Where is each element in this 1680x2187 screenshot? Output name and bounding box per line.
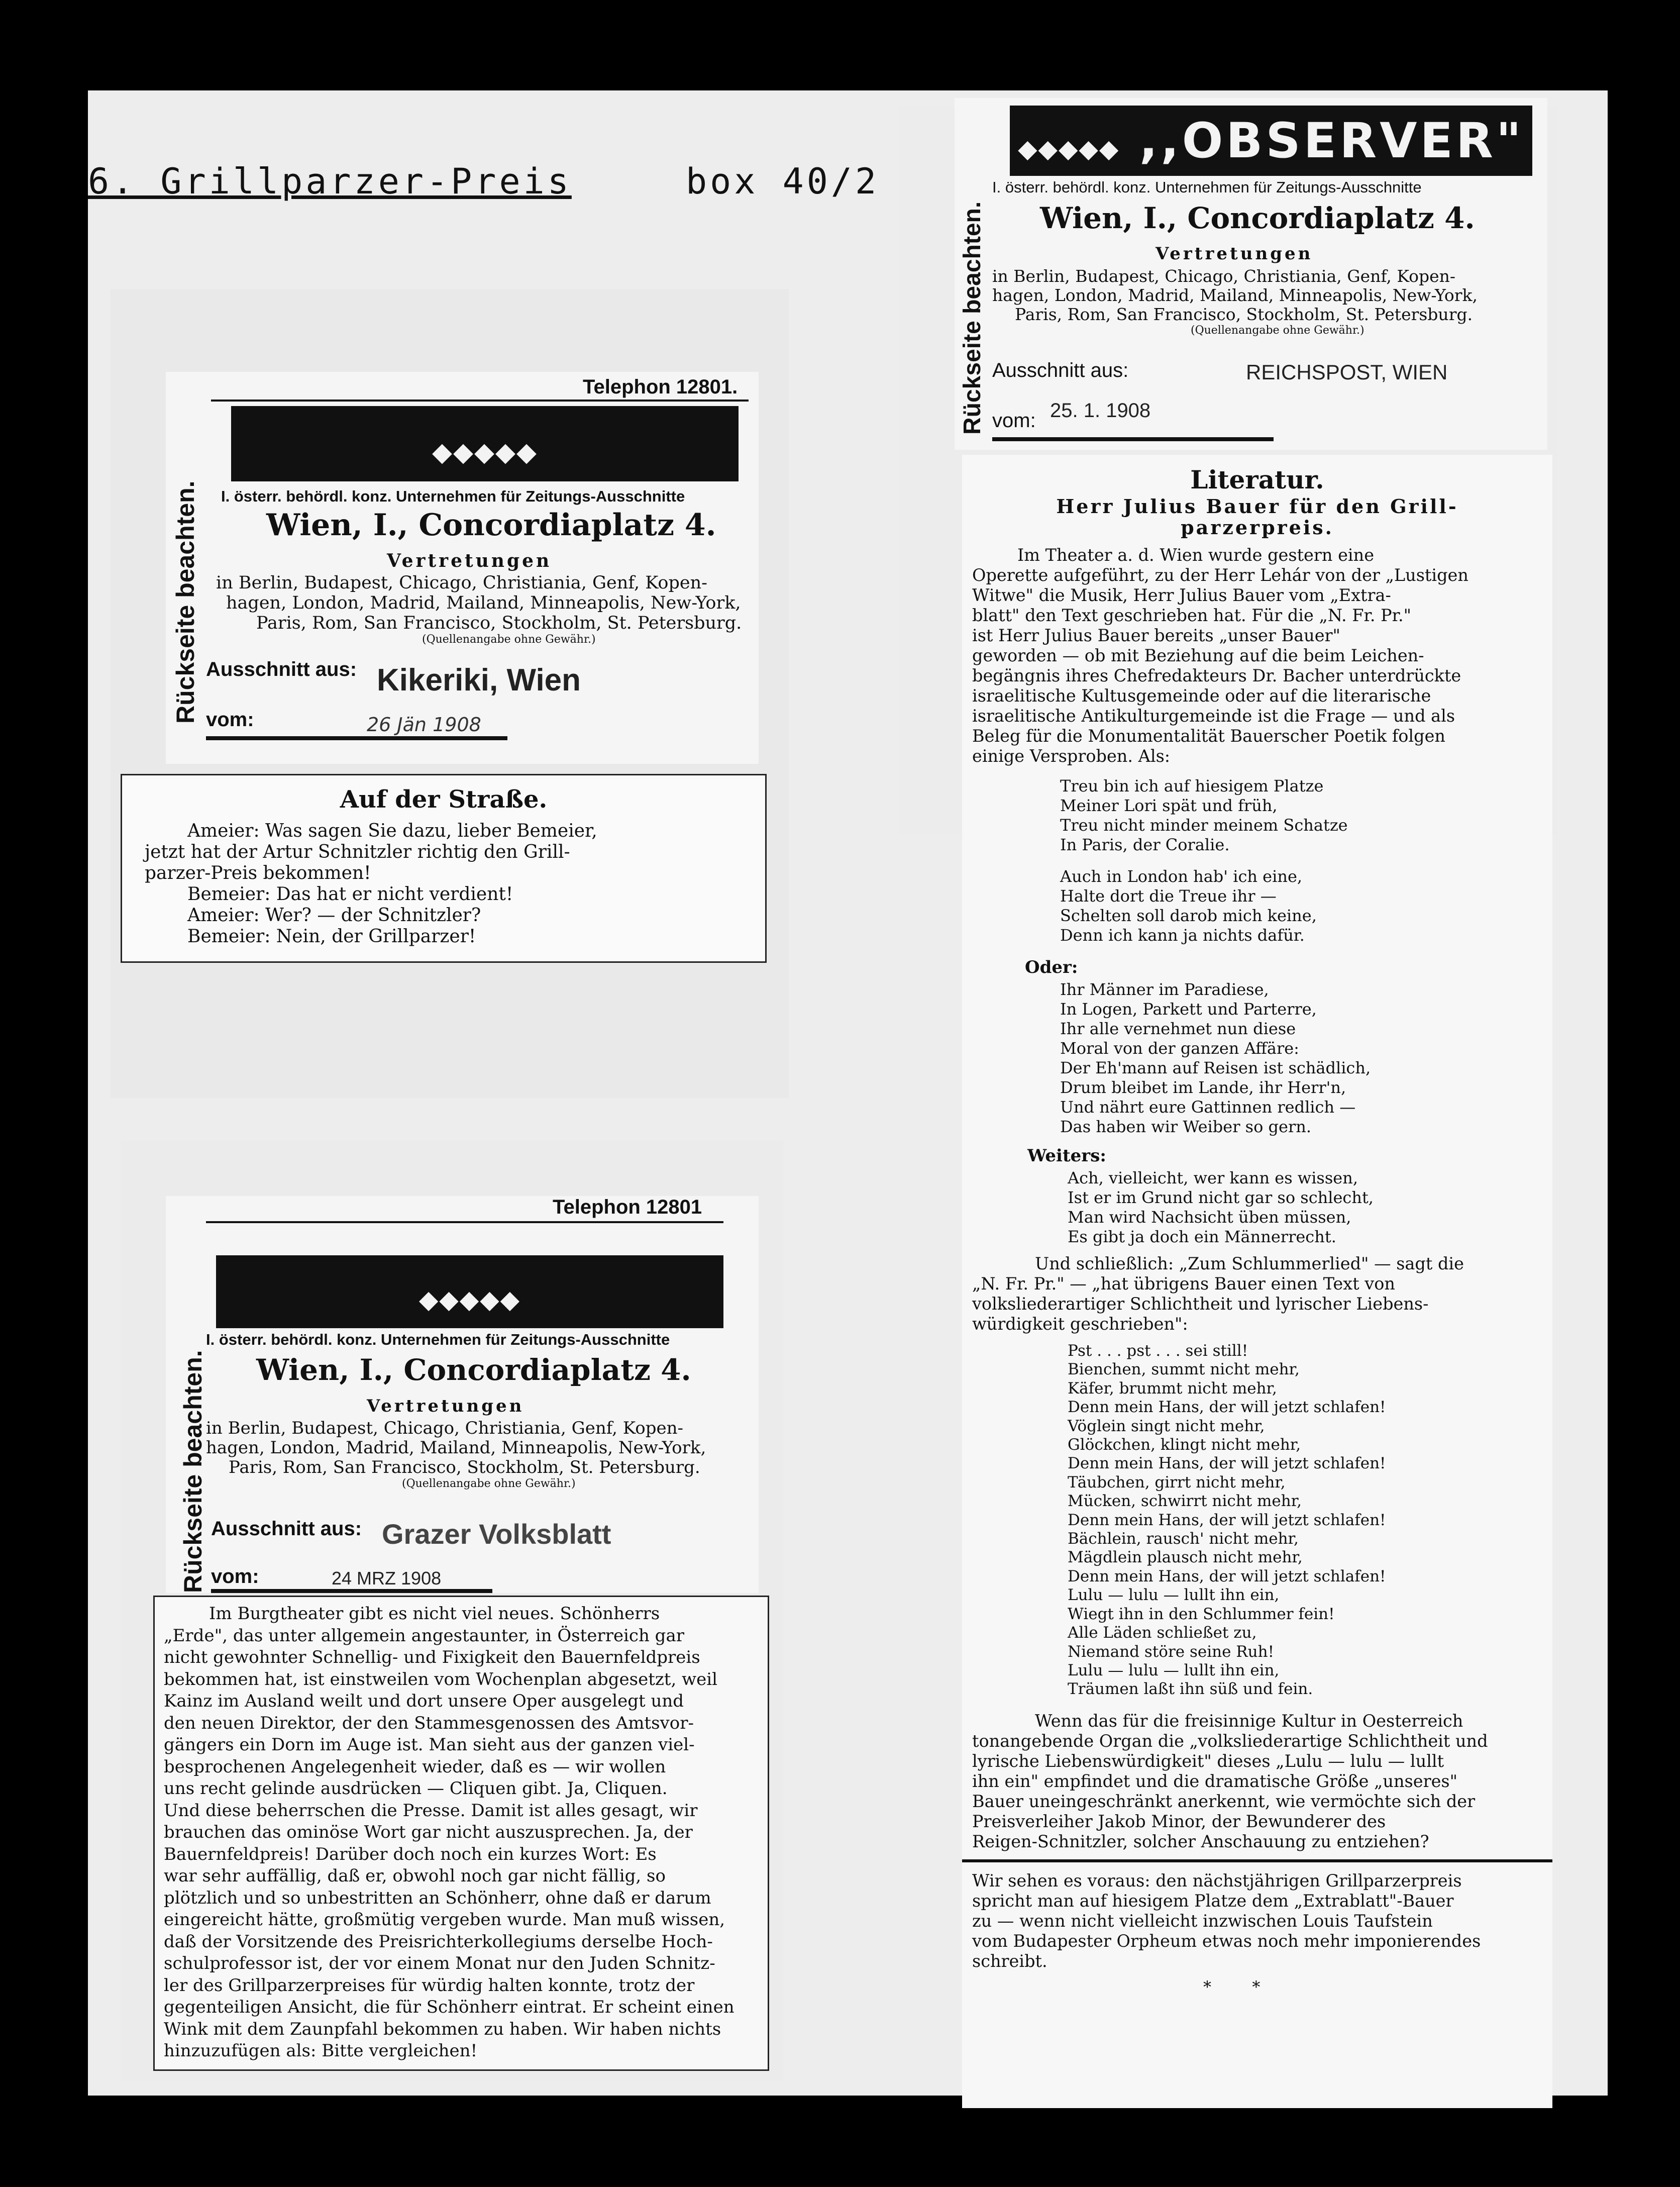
burgtheater-line: uns recht gelinde ausdrücken — Cliquen gibt. Ja, Cliquen. bbox=[164, 1778, 668, 1799]
clip3-cities3: Paris, Rom, San Francisco, Stockholm, St. Petersburg. bbox=[229, 1457, 700, 1477]
outro-line: Preisverleiher Jakob Minor, der Bewunderer des bbox=[972, 1812, 1386, 1831]
burgtheater-line: Wink mit dem Zaunpfahl bekommen zu haben. Wir haben nichts bbox=[164, 2019, 721, 2039]
verse-line: Denn mein Hans, der will jetzt schlafen! bbox=[1068, 1398, 1386, 1417]
clip2-cities1: in Berlin, Budapest, Chicago, Christiania, Genf, Kopen- bbox=[992, 266, 1456, 286]
literatur-intro bbox=[972, 545, 1468, 766]
dialogue-line-3: parzer-Preis bekommen! bbox=[145, 863, 371, 883]
outro-line: Reigen-Schnitzler, solcher Anschauung zu entziehen? bbox=[972, 1832, 1429, 1851]
outro-line: Wenn das für die freisinnige Kultur in Oesterreich bbox=[1035, 1711, 1463, 1731]
burgtheater-line: Im Burgtheater gibt es nicht viel neues. Schönherrs bbox=[209, 1604, 660, 1624]
literatur-subheading-1: Herr Julius Bauer für den Grill- bbox=[1056, 495, 1458, 518]
burgtheater-line: ler des Grillparzerpreises für würdig halten konnte, trotz der bbox=[164, 1975, 695, 1996]
burgtheater-line: hinzuzufügen als: Bitte vergleichen! bbox=[164, 2041, 478, 2061]
burgtheater-line: „Erde", das unter allgemein angestaunter, in Österreich gar bbox=[164, 1625, 684, 1646]
burgtheater-line: Bauernfeldpreis! Darüber doch noch ein kurzes Wort: Es bbox=[164, 1844, 657, 1864]
verse-line: Halte dort die Treue ihr — bbox=[1060, 886, 1277, 906]
verse-line: Meiner Lori spät und früh, bbox=[1060, 796, 1278, 815]
clip1-observer-banner bbox=[231, 406, 739, 481]
clip2-cities2: hagen, London, Madrid, Mailand, Minneapolis, New-York, bbox=[992, 285, 1478, 305]
clip1-date: 26 Jän 1908 bbox=[367, 714, 481, 736]
clip2-ausschnitt-label: Ausschnitt aus: bbox=[992, 359, 1129, 381]
clip1-ausschnitt-label: Ausschnitt aus: bbox=[206, 658, 357, 680]
clip3-source-stamp: Grazer Volksblatt bbox=[382, 1518, 611, 1550]
literatur-intro-line: einige Versproben. Als: bbox=[972, 746, 1171, 766]
verse-line: Schelten soll darob mich keine, bbox=[1060, 906, 1317, 925]
clip2-date: 25. 1. 1908 bbox=[1050, 400, 1151, 422]
outro-line: tonangebende Organ die „volksliederartige Schlichtheit und bbox=[972, 1731, 1488, 1751]
verse-line: Denn mein Hans, der will jetzt schlafen! bbox=[1068, 1454, 1386, 1473]
clip1-top-rule bbox=[211, 400, 749, 402]
burgtheater-line: schulprofessor ist, der vor einem Monat nur den Juden Schnitz- bbox=[164, 1953, 715, 1973]
literatur-verse-2 bbox=[1060, 867, 1317, 945]
schluss-line: volksliederartiger Schlichtheit und lyrischer Liebens- bbox=[972, 1294, 1429, 1314]
clip3-date: 24 MRZ 1908 bbox=[332, 1568, 442, 1588]
dialogue-line-5: Ameier: Wer? — der Schnitzler? bbox=[187, 905, 481, 926]
header-box-label: box 40/2 bbox=[686, 161, 880, 202]
burgtheater-line: war sehr auffällig, daß er, obwohl noch gar nicht fällig, so bbox=[164, 1866, 666, 1886]
schluss-line: würdigkeit geschrieben": bbox=[972, 1314, 1188, 1334]
clip3-vom-rule bbox=[211, 1589, 492, 1593]
verse-line: Glöckchen, klingt nicht mehr, bbox=[1068, 1436, 1301, 1454]
outro-line: Bauer uneingeschränkt anerkennt, wie vermöchte sich der bbox=[972, 1792, 1476, 1811]
literatur-intro-line: Im Theater a. d. Wien wurde gestern eine bbox=[1017, 545, 1375, 565]
verse-line: Denn ich kann ja nichts dafür. bbox=[1060, 926, 1305, 945]
clip2-cities3: Paris, Rom, San Francisco, Stockholm, St. Petersburg. bbox=[1015, 305, 1473, 324]
clip3-address: Wien, I., Concordiaplatz 4. bbox=[256, 1353, 691, 1387]
literatur-verse-5 bbox=[1068, 1342, 1386, 1699]
literatur-heading: Literatur. bbox=[1190, 465, 1324, 494]
verse-line: Niemand störe seine Ruh! bbox=[1068, 1642, 1275, 1661]
verse-line: Und nährt eure Gattinnen redlich — bbox=[1060, 1098, 1356, 1117]
literatur-intro-line: Beleg für die Monumentalität Bauerscher Poetik folgen bbox=[972, 726, 1445, 746]
clip2-rueckseite: Rückseite beachten. bbox=[959, 201, 986, 435]
literatur-intro-line: begängnis ihres Chefredakteurs Dr. Bacher unterdrückte bbox=[972, 666, 1461, 685]
verse-line: Pst . . . pst . . . sei still! bbox=[1068, 1342, 1248, 1360]
literatur-verse-3 bbox=[1060, 980, 1371, 1137]
verse-line: Denn mein Hans, der will jetzt schlafen! bbox=[1068, 1511, 1386, 1529]
box-header bbox=[88, 161, 880, 202]
clip3-rueckseite: Rückseite beachten. bbox=[179, 1350, 207, 1593]
clip2-slip bbox=[955, 98, 1547, 450]
verse-line: Ach, vielleicht, wer kann es wissen, bbox=[1068, 1168, 1358, 1187]
burgtheater-line: Kainz im Ausland weilt und dort unsere Oper ausgelegt und bbox=[164, 1691, 684, 1711]
verse-line: Käfer, brummt nicht mehr, bbox=[1068, 1379, 1277, 1398]
verse-line: Drum bleibet im Lande, ihr Herr'n, bbox=[1060, 1078, 1346, 1097]
literatur-divider bbox=[962, 1859, 1552, 1862]
literatur-intro-line: ist Herr Julius Bauer bereits „unser Bauer" bbox=[972, 626, 1340, 645]
clip2-vom-label: vom: bbox=[992, 410, 1036, 432]
clip3-tagline: I. österr. behördl. konz. Unternehmen für Zeitungs-Ausschnitte bbox=[206, 1331, 670, 1348]
literatur-verse-4 bbox=[1068, 1168, 1374, 1247]
clip2-vertretungen: Vertretungen bbox=[1156, 244, 1313, 264]
schluss-line: Und schließlich: „Zum Schlummerlied" — sagt die bbox=[1035, 1254, 1464, 1273]
verse-line: Wiegt ihn in den Schlummer fein! bbox=[1068, 1605, 1335, 1623]
clip1-telephon: Telephon 12801. bbox=[583, 376, 738, 398]
clip1-cities1: in Berlin, Budapest, Chicago, Christiania, Genf, Kopen- bbox=[216, 573, 707, 593]
verse-line: Vöglein singt nicht mehr, bbox=[1068, 1417, 1265, 1435]
literatur-final bbox=[972, 1871, 1481, 1971]
verse-line: Treu nicht minder meinem Schatze bbox=[1060, 816, 1348, 835]
clip3-cities1: in Berlin, Budapest, Chicago, Christiania, Genf, Kopen- bbox=[206, 1418, 684, 1438]
literatur-intro-line: geworden — ob mit Beziehung auf die beim Leichen- bbox=[972, 646, 1424, 665]
clip1-note: (Quellenangabe ohne Gewähr.) bbox=[422, 633, 596, 646]
clip3-telephon: Telephon 12801 bbox=[553, 1196, 702, 1218]
clip2-vom-rule bbox=[992, 437, 1274, 441]
schluss-line: „N. Fr. Pr." — „hat übrigens Bauer einen Text von bbox=[972, 1274, 1395, 1294]
final-line: spricht man auf hiesigem Platze dem „Extrablatt"-Bauer bbox=[972, 1891, 1454, 1911]
clip1-vom-rule bbox=[206, 736, 507, 740]
clip1-source-stamp: Kikeriki, Wien bbox=[377, 663, 581, 698]
diamond-ornament-icon: ◆◆◆◆◆ bbox=[418, 1285, 521, 1314]
dialogue-title: Auf der Straße. bbox=[340, 785, 548, 814]
clip1-vertretungen: Vertretungen bbox=[387, 550, 552, 571]
clip3-ausschnitt-label: Ausschnitt aus: bbox=[211, 1518, 362, 1540]
clip1-cities2: hagen, London, Madrid, Mailand, Minneapolis, New-York, bbox=[226, 593, 741, 613]
outro-line: ihn ein" empfindet und die dramatische Größe „unseres" bbox=[972, 1771, 1458, 1791]
literatur-intro-line: Witwe" die Musik, Herr Julius Bauer vom „Extra- bbox=[972, 585, 1391, 605]
burgtheater-text bbox=[164, 1603, 734, 2062]
literatur-article bbox=[962, 455, 1552, 2108]
clip2-source-stamp: REICHSPOST, WIEN bbox=[1246, 360, 1448, 384]
dialogue-line-1: Ameier: Was sagen Sie dazu, lieber Bemeier, bbox=[187, 821, 597, 841]
literatur-stars: * * bbox=[1203, 1977, 1261, 1997]
diamond-ornament-icon: ◆◆◆◆◆ bbox=[1018, 134, 1120, 163]
burgtheater-line: gegenteiligen Ansicht, die für Schönherr eintrat. Er scheint einen bbox=[164, 1997, 734, 2017]
literatur-intro-line: blatt" den Text geschrieben hat. Für die „N. Fr. Pr." bbox=[972, 606, 1412, 625]
verse-line: Lulu — lulu — lullt ihn ein, bbox=[1068, 1661, 1280, 1679]
verse-line: Täubchen, girrt nicht mehr, bbox=[1068, 1473, 1286, 1492]
verse-line: Der Eh'mann auf Reisen ist schädlich, bbox=[1060, 1058, 1371, 1077]
verse-line: Ist er im Grund nicht gar so schlecht, bbox=[1068, 1188, 1374, 1207]
verse-line: Ihr alle vernehmet nun diese bbox=[1060, 1019, 1296, 1038]
verse-line: Denn mein Hans, der will jetzt schlafen! bbox=[1068, 1567, 1386, 1585]
clip1-slip bbox=[166, 372, 759, 764]
verse-line: Träumen laßt ihn süß und fein. bbox=[1068, 1680, 1313, 1699]
literatur-weiters: Weiters: bbox=[1027, 1146, 1106, 1166]
header-title: 6. Grillparzer-Preis bbox=[88, 161, 572, 202]
verse-line: Mägdlein plausch nicht mehr, bbox=[1068, 1548, 1303, 1567]
final-line: vom Budapester Orpheum etwas noch mehr imponierendes bbox=[972, 1931, 1481, 1951]
burgtheater-line: gängers ein Dorn im Auge ist. Man sieht aus der ganzen viel- bbox=[164, 1735, 695, 1755]
verse-line: Treu bin ich auf hiesigem Platze bbox=[1060, 776, 1324, 796]
verse-line: Alle Läden schließet zu, bbox=[1068, 1624, 1257, 1642]
diamond-ornament-icon: ◆◆◆◆◆ bbox=[432, 437, 538, 467]
burgtheater-line: eingereicht hätte, großmütig vergeben wurde. Man muß wissen, bbox=[164, 1910, 725, 1930]
literatur-intro-line: Operette aufgeführt, zu der Herr Lehár von der „Lustigen bbox=[972, 565, 1468, 585]
literatur-oder: Oder: bbox=[1025, 957, 1078, 977]
literatur-intro-line: israelitische Kultusgemeinde oder auf die literarische bbox=[972, 686, 1431, 706]
final-line: schreibt. bbox=[972, 1951, 1047, 1971]
burgtheater-line: daß der Vorsitzende des Preisrichterkollegiums derselbe Hoch- bbox=[164, 1931, 713, 1952]
clip2-note: (Quellenangabe ohne Gewähr.) bbox=[1191, 324, 1364, 337]
verse-line: Lulu — lulu — lullt ihn ein, bbox=[1068, 1586, 1280, 1605]
literatur-outro bbox=[972, 1711, 1488, 1852]
literatur-subheading-2: parzerpreis. bbox=[1181, 516, 1334, 539]
clip3-cities2: hagen, London, Madrid, Mailand, Minneapolis, New-York, bbox=[206, 1438, 706, 1458]
literatur-intro-line: israelitische Antikulturgemeinde ist die Frage — und als bbox=[972, 706, 1455, 726]
burgtheater-line: Und diese beherrschen die Presse. Damit ist alles gesagt, wir bbox=[164, 1800, 698, 1821]
dialogue-clipping bbox=[121, 774, 767, 963]
burgtheater-line: nicht gewohnter Schnellig- und Fixigkeit den Bauernfeldpreis bbox=[164, 1647, 700, 1667]
verse-line: Bienchen, summt nicht mehr, bbox=[1068, 1360, 1300, 1379]
burgtheater-line: bekommen hat, ist einstweilen vom Wochenplan abgesetzt, weil bbox=[164, 1669, 718, 1689]
clip2-address: Wien, I., Concordiaplatz 4. bbox=[1040, 201, 1475, 235]
clip1-cities3: Paris, Rom, San Francisco, Stockholm, St. Petersburg. bbox=[256, 613, 742, 633]
verse-line: In Paris, der Coralie. bbox=[1060, 835, 1230, 854]
clip3-slip bbox=[166, 1196, 759, 1593]
clip2-observer-banner bbox=[1010, 106, 1532, 176]
verse-line: Mücken, schwirrt nicht mehr, bbox=[1068, 1492, 1302, 1511]
literatur-verse-1 bbox=[1060, 776, 1348, 855]
literatur-schluss bbox=[972, 1254, 1464, 1334]
clip1-rueckseite: Rückseite beachten. bbox=[171, 480, 199, 724]
clip1-tagline: I. österr. behördl. konz. Unternehmen für Zeitungs-Ausschnitte bbox=[221, 487, 685, 505]
clip3-observer-banner bbox=[216, 1255, 723, 1328]
dialogue-line-4: Bemeier: Das hat er nicht verdient! bbox=[187, 884, 513, 905]
final-line: Wir sehen es voraus: den nächstjährigen Grillparzerpreis bbox=[972, 1871, 1462, 1891]
burgtheater-line: den neuen Direktor, der den Stammesgenossen des Amtsvor- bbox=[164, 1713, 694, 1733]
burgtheater-line: besprochenen Angelegenheit wieder, daß es — wir wollen bbox=[164, 1756, 666, 1777]
verse-line: Ihr Männer im Paradiese, bbox=[1060, 980, 1269, 999]
clip2-observer-name: ,,OBSERVER" bbox=[1139, 113, 1524, 169]
verse-line: Auch in London hab' ich eine, bbox=[1060, 867, 1303, 886]
clip2-tagline: I. österr. behördl. konz. Unternehmen für Zeitungs-Ausschnitte bbox=[992, 178, 1422, 196]
clip3-top-rule bbox=[206, 1221, 723, 1223]
verse-line: Es gibt ja doch ein Männerrecht. bbox=[1068, 1227, 1336, 1246]
verse-line: Bächlein, rausch' nicht mehr, bbox=[1068, 1530, 1299, 1548]
verse-line: Man wird Nachsicht üben müssen, bbox=[1068, 1208, 1351, 1227]
verse-line: Moral von der ganzen Affäre: bbox=[1060, 1039, 1299, 1058]
outro-line: lyrische Liebenswürdigkeit" dieses „Lulu — lulu — lullt bbox=[972, 1751, 1444, 1771]
burgtheater-line: plötzlich und so unbestritten an Schönherr, ohne daß er darum bbox=[164, 1887, 711, 1908]
clip3-vom-label: vom: bbox=[211, 1565, 259, 1587]
verse-line: Das haben wir Weiber so gern. bbox=[1060, 1117, 1312, 1136]
dialogue-line-6: Bemeier: Nein, der Grillparzer! bbox=[187, 926, 476, 947]
burgtheater-line: brauchen das ominöse Wort gar nicht auszusprechen. Ja, der bbox=[164, 1822, 693, 1842]
clip3-note: (Quellenangabe ohne Gewähr.) bbox=[402, 1477, 576, 1490]
clip1-vom-label: vom: bbox=[206, 709, 254, 731]
clip3-vertretungen: Vertretungen bbox=[367, 1396, 524, 1416]
final-line: zu — wenn nicht vielleicht inzwischen Louis Taufstein bbox=[972, 1911, 1433, 1931]
clip1-address: Wien, I., Concordiaplatz 4. bbox=[266, 508, 716, 543]
burgtheater-article bbox=[153, 1596, 769, 2071]
verse-line: In Logen, Parkett und Parterre, bbox=[1060, 1000, 1317, 1019]
dialogue-line-2: jetzt hat der Artur Schnitzler richtig den Grill- bbox=[145, 842, 570, 862]
